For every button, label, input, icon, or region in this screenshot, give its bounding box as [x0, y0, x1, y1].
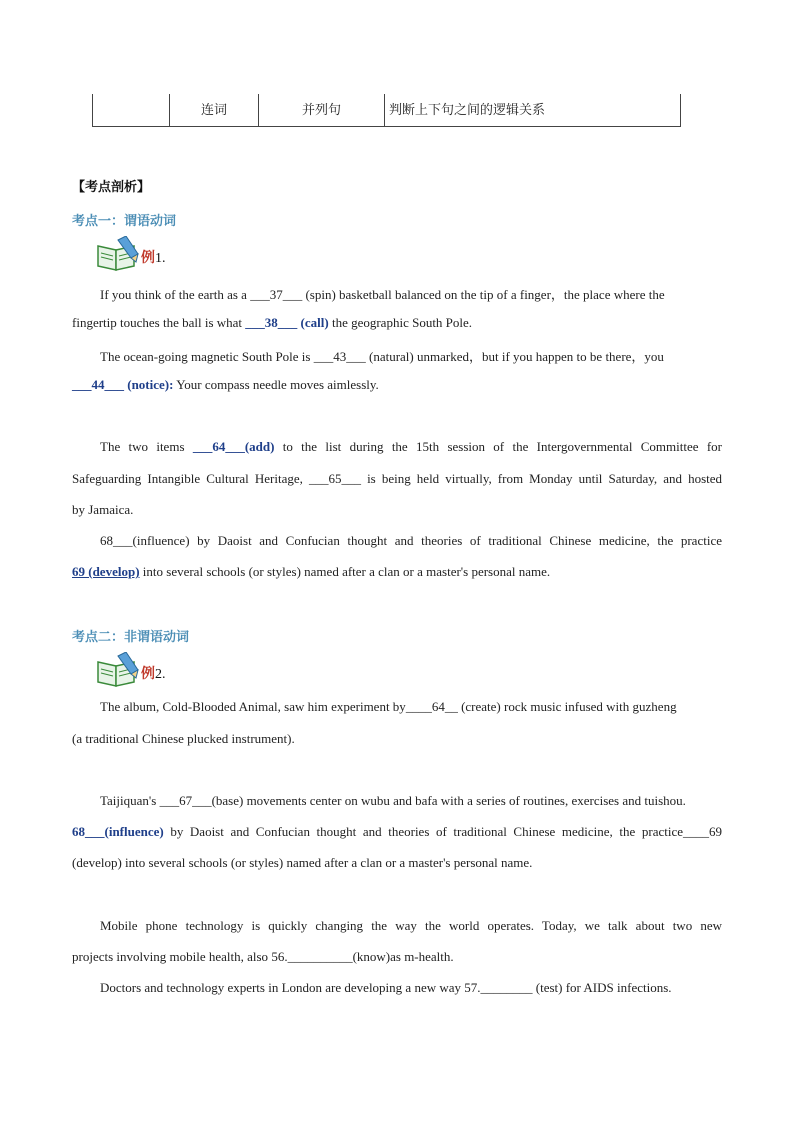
point2-line-6: Mobile phone technology is quickly changing the way the world operates. Today, we talk about two new [100, 918, 722, 933]
point1-line-2: fingertip touches the ball is what ___38___ (call) the geographic South Pole. [72, 315, 473, 330]
point1-title: 考点一：谓语动词 [72, 214, 177, 229]
point2-line-4: 68___(influence) by Daoist and Confucian thought and theories of traditional Chinese medicine, the practice____69 [72, 824, 722, 839]
table-cell-description: 判断上下句之间的逻辑关系 [389, 103, 546, 118]
section-heading: 【考点剖析】 [72, 180, 151, 195]
point1-line-4: ___44___ (notice): Your compass needle moves aimlessly. [72, 377, 379, 392]
table-divider [384, 94, 385, 126]
point2-line-5: (develop) into several schools (or styles) named after a clan or a master's personal name. [72, 855, 533, 870]
point1-line-1: If you think of the earth as a ___37___ (spin) basketball balanced on the tip of a finger，the place where the [100, 287, 665, 302]
point2-line-1: The album, Cold-Blooded Animal, saw him experiment by____64__ (create) rock music infused with guzheng [100, 699, 677, 714]
point1-line-6: Safeguarding Intangible Cultural Heritage, ___65___ is being held virtually, from Monday until Saturday, and hosted [72, 471, 723, 486]
book-pencil-icon [96, 236, 140, 272]
point2-line-8: Doctors and technology experts in London are developing a new way 57.________ (test) for AIDS infections. [100, 980, 672, 995]
table-cell-empty [93, 94, 169, 127]
point1-line-5: The two items ___64___(add) to the list during the 15th session of the Intergovernmental Committee for [100, 439, 722, 454]
example-2-label: 例2. [141, 666, 166, 682]
point2-line-7: projects involving mobile health, also 56.__________(know)as m-health. [72, 949, 454, 964]
point2-title: 考点二：非谓语动词 [72, 630, 190, 645]
point2-line-3: Taijiquan's ___67___(base) movements center on wubu and bafa with a series of routines, exercises and tuishou. [100, 793, 686, 808]
point2-line-2: (a traditional Chinese plucked instrument). [72, 731, 295, 746]
book-pencil-icon [96, 652, 140, 688]
table-cell-conjunction: 连词 [200, 103, 227, 118]
table-cell-sentence-type: 并列句 [301, 103, 341, 118]
point1-line-8: 68___(influence) by Daoist and Confucian thought and theories of traditional Chinese medicine, the practice [100, 533, 722, 548]
point1-line-9: 69 (develop) into several schools (or styles) named after a clan or a master's personal name. [72, 564, 551, 579]
example-1-label: 例1. [141, 250, 166, 266]
point1-line-3: The ocean-going magnetic South Pole is ___43___ (natural) unmarked，but if you happen to be there，you [100, 349, 664, 364]
summary-table [92, 94, 681, 127]
point1-line-7: by Jamaica. [72, 502, 134, 517]
